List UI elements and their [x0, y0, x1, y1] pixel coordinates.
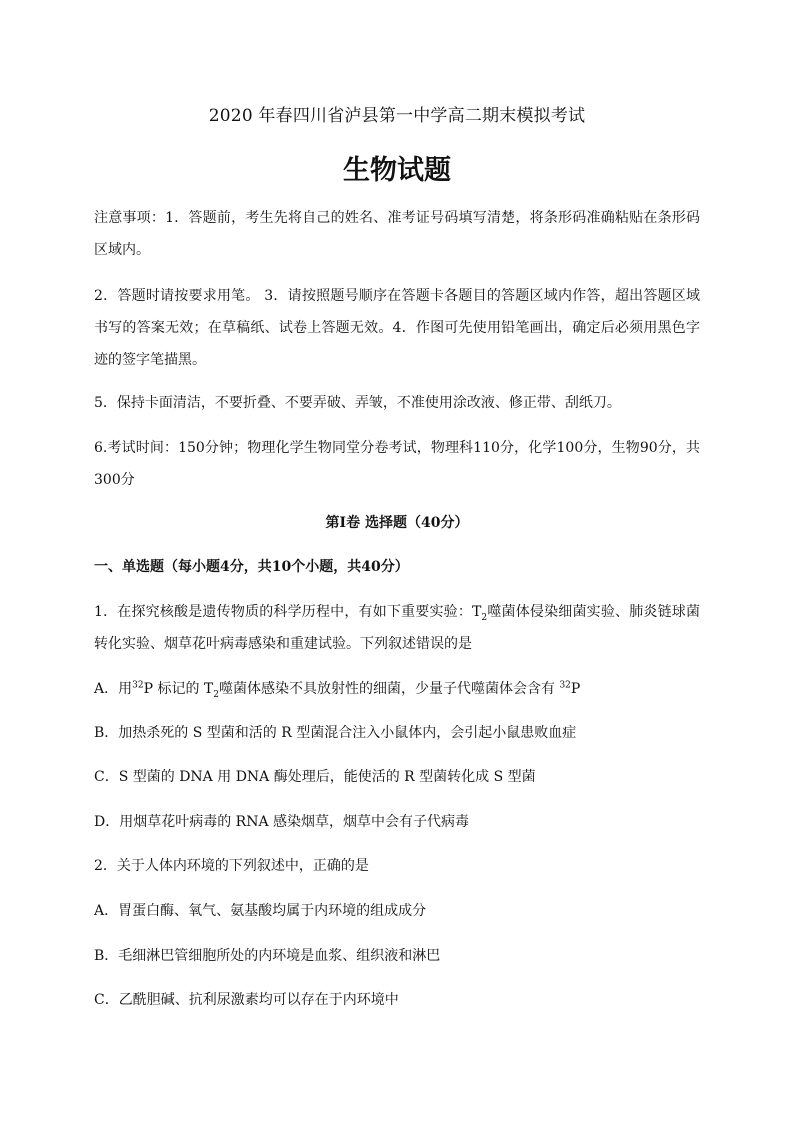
q1-stem-part-a: 1．在探究核酸是遗传物质的科学历程中，有如下重要实验：T	[94, 604, 482, 620]
question-1-option-d: D．用烟草花叶病毒的 RNA 感染烟草，烟草中会有子代病毒	[94, 814, 470, 830]
q1-a-sub: 2	[213, 689, 219, 700]
note-3: 5．保持卡面清洁，不要折叠、不要弄破、弄皱，不准使用涂改液、修正带、刮纸刀。	[94, 395, 621, 411]
note-4: 6.考试时间：150分钟；物理化学生物同堂分卷考试，物理科110分，化学100分，生物90分，共300分	[94, 440, 700, 488]
question-2-option-c: C．乙酰胆碱、抗利尿激素均可以存在于内环境中	[94, 992, 399, 1008]
q1-stem-subscript: 2	[481, 612, 488, 623]
q1-a-text-4: P	[570, 681, 581, 697]
question-1-option-c: C．S 型菌的 DNA 用 DNA 酶处理后，能使活的 R 型菌转化成 S 型菌	[94, 769, 536, 785]
question-1-option-a	[94, 673, 700, 705]
q1-stem-part-b: 噬菌体侵染细菌实验、肺炎链球菌转化实验、烟草花叶病毒感染和重建试验。下列叙述错误的是	[94, 604, 701, 652]
q1-a-sup-1: 32	[132, 680, 144, 691]
q1-a-text-3: 噬菌体感染不具放射性的细菌，少量子代噬菌体会含有	[218, 681, 560, 697]
question-1-stem	[94, 596, 700, 660]
note-2: 2．答题时请按要求用笔。 3．请按照题号顺序在答题卡各题目的答题区域内作答，超出答题区域书写的答案无效；在草稿纸、试卷上答题无效。4．作图可先使用铅笔画出，确定后必须用黑色字迹的签字笔描黑。	[94, 288, 700, 368]
q1-a-text-1: A．用	[94, 681, 133, 697]
question-2-stem: 2．关于人体内环境的下列叙述中，正确的是	[94, 858, 369, 874]
question-1-option-b: B．加热杀死的 S 型菌和活的 R 型菌混合注入小鼠体内，会引起小鼠患败血症	[94, 725, 577, 741]
subsection-title: 一、单选题（每小题4分，共10个小题，共40分）	[94, 559, 409, 575]
q1-a-text-2: P 标记的 T	[143, 681, 214, 697]
section-title: 第Ⅰ卷 选择题（40分）	[325, 515, 469, 531]
subject-title: 生物试题	[343, 155, 451, 186]
question-2-option-a: A．胃蛋白酶、氧气、氨基酸均属于内环境的组成成分	[94, 903, 427, 919]
note-1: 注意事项：1．答题前，考生先将自己的姓名、准考证号码填写清楚，将条形码准确粘贴在条形码区域内。	[94, 210, 700, 258]
q1-a-sup-2: 32	[559, 680, 571, 691]
exam-title: 2020 年春四川省泸县第一中学高二期末模拟考试	[208, 106, 586, 126]
question-2-option-b: B．毛细淋巴管细胞所处的内环境是血浆、组织液和淋巴	[94, 948, 441, 964]
